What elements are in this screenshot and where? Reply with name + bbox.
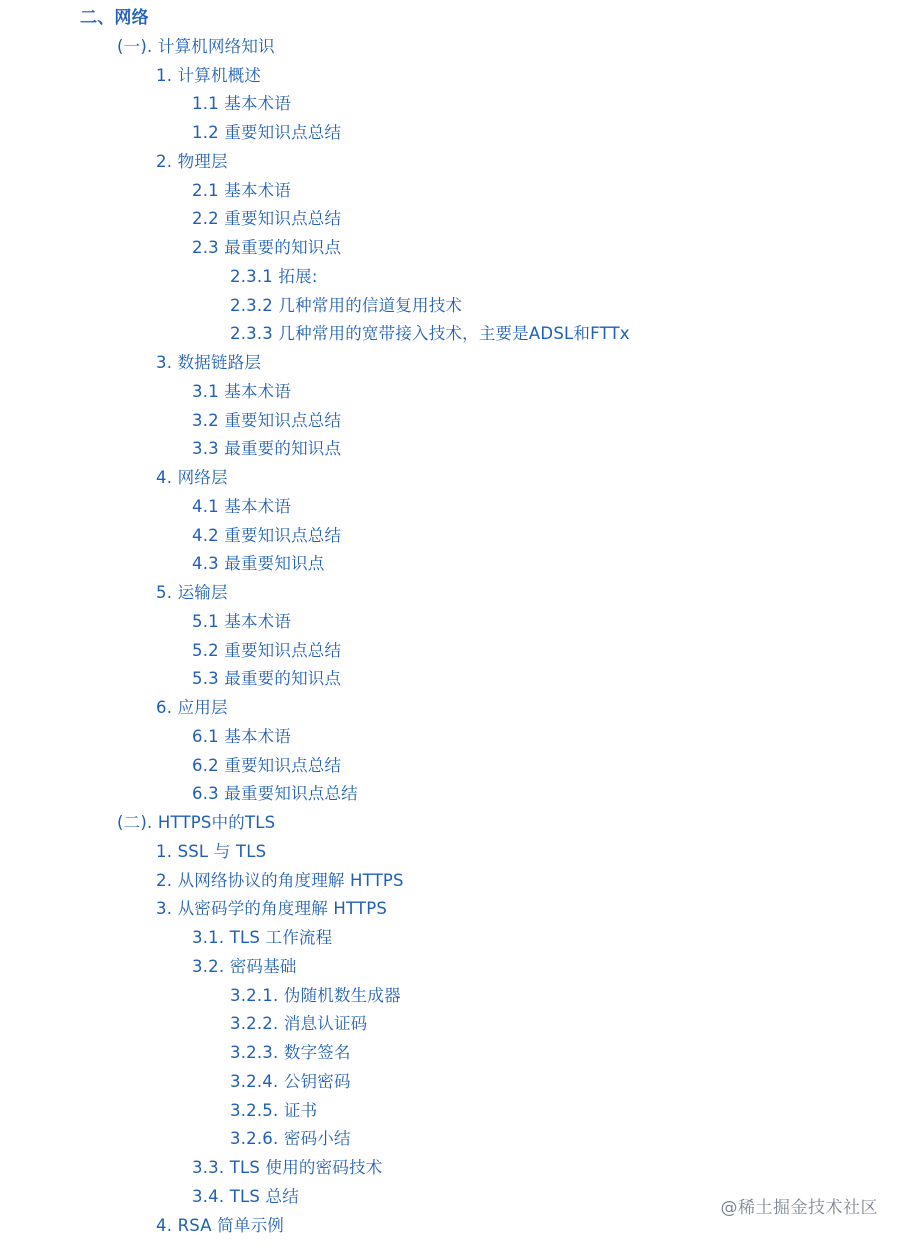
toc-item-level-4 <box>0 263 908 292</box>
toc-link[interactable]: 1. SSL 与 TLS <box>156 841 267 861</box>
toc-item-level-3 <box>0 723 908 752</box>
toc-item-level-2 <box>0 838 908 867</box>
toc-link[interactable]: (二). HTTPS中的TLS <box>117 813 276 832</box>
toc-item-level-2 <box>0 895 908 924</box>
toc-item-level-3 <box>0 1154 908 1183</box>
toc-link[interactable]: 3.2. 密码基础 <box>192 956 297 976</box>
toc-item-level-2 <box>0 464 908 493</box>
table-of-contents <box>0 4 908 1240</box>
toc-item-level-4 <box>0 982 908 1011</box>
toc-item-level-3 <box>0 234 908 263</box>
toc-link[interactable]: 4.2 重要知识点总结 <box>192 525 342 545</box>
toc-link[interactable]: 3.2.1. 伪随机数生成器 <box>230 985 401 1005</box>
toc-link[interactable]: 3. 数据链路层 <box>156 353 262 372</box>
toc-link[interactable]: 2. 物理层 <box>156 151 228 171</box>
toc-link[interactable]: 6. 应用层 <box>156 698 228 717</box>
toc-link[interactable]: 5.3 最重要的知识点 <box>192 669 342 689</box>
toc-link[interactable]: 2.3 最重要的知识点 <box>192 238 342 257</box>
toc-item-level-3 <box>0 90 908 119</box>
toc-item-level-2 <box>0 349 908 378</box>
toc-link[interactable]: 2. 从网络协议的角度理解 HTTPS <box>156 870 404 890</box>
toc-link[interactable]: 4. RSA 简单示例 <box>156 1215 284 1235</box>
toc-link[interactable]: 4.3 最重要知识点 <box>192 554 325 574</box>
toc-item-level-1 <box>0 33 908 62</box>
toc-item-level-3 <box>0 608 908 637</box>
toc-link[interactable]: 4.1 基本术语 <box>192 496 292 516</box>
toc-link[interactable]: 5. 运输层 <box>156 583 228 602</box>
toc-link[interactable]: 3.2.5. 证书 <box>230 1100 318 1120</box>
toc-link[interactable]: 6.3 最重要知识点总结 <box>192 784 358 804</box>
toc-item-level-3 <box>0 550 908 579</box>
toc-item-level-3 <box>0 378 908 407</box>
toc-item-level-3 <box>0 780 908 809</box>
toc-item-level-3 <box>0 637 908 666</box>
toc-item-level-3 <box>0 665 908 694</box>
toc-link[interactable]: 3.1 基本术语 <box>192 381 292 401</box>
toc-link[interactable]: 3.3 最重要的知识点 <box>192 439 342 459</box>
toc-item-level-1 <box>0 809 908 838</box>
toc-section-heading <box>0 4 908 33</box>
toc-link[interactable]: 3.2 重要知识点总结 <box>192 410 342 430</box>
toc-link[interactable]: 1.2 重要知识点总结 <box>192 123 342 142</box>
toc-link[interactable]: 1.1 基本术语 <box>192 94 292 114</box>
watermark: @稀土掘金技术社区 <box>720 1198 878 1218</box>
toc-link[interactable]: 2.3.2 几种常用的信道复用技术 <box>230 295 463 315</box>
toc-item-level-4 <box>0 292 908 321</box>
toc-item-level-3 <box>0 435 908 464</box>
toc-item-level-3 <box>0 205 908 234</box>
toc-link[interactable]: 3.1. TLS 工作流程 <box>192 928 333 947</box>
toc-item-level-4 <box>0 1010 908 1039</box>
toc-list <box>0 4 908 1240</box>
toc-link[interactable]: 2.2 重要知识点总结 <box>192 209 342 229</box>
toc-item-level-4 <box>0 1125 908 1154</box>
toc-item-level-3 <box>0 493 908 522</box>
toc-link[interactable]: 6.2 重要知识点总结 <box>192 755 342 775</box>
toc-item-level-4 <box>0 1039 908 1068</box>
toc-item-level-2 <box>0 579 908 608</box>
toc-item-level-2 <box>0 62 908 91</box>
toc-item-level-2 <box>0 867 908 896</box>
toc-link[interactable]: 5.1 基本术语 <box>192 611 292 631</box>
toc-link[interactable]: 2.3.3 几种常用的宽带接入技术，主要是ADSL和FTTx <box>230 324 630 344</box>
toc-link[interactable]: (一). 计算机网络知识 <box>117 36 275 56</box>
toc-link[interactable]: 二、网络 <box>80 8 149 28</box>
toc-link[interactable]: 6.1 基本术语 <box>192 726 292 746</box>
toc-link[interactable]: 3. 从密码学的角度理解 HTTPS <box>156 899 388 919</box>
toc-link[interactable]: 3.2.3. 数字签名 <box>230 1043 351 1062</box>
toc-item-level-4 <box>0 1097 908 1126</box>
toc-item-level-4 <box>0 320 908 349</box>
toc-item-level-3 <box>0 953 908 982</box>
toc-item-level-3 <box>0 177 908 206</box>
toc-item-level-3 <box>0 752 908 781</box>
toc-link[interactable]: 3.4. TLS 总结 <box>192 1186 299 1206</box>
toc-link[interactable]: 3.2.6. 密码小结 <box>230 1129 351 1149</box>
toc-link[interactable]: 2.1 基本术语 <box>192 180 292 200</box>
toc-item-level-4 <box>0 1068 908 1097</box>
toc-link[interactable]: 5.2 重要知识点总结 <box>192 640 342 660</box>
toc-item-level-3 <box>0 119 908 148</box>
toc-item-level-3 <box>0 407 908 436</box>
toc-link[interactable]: 3.3. TLS 使用的密码技术 <box>192 1158 383 1177</box>
toc-item-level-2 <box>0 148 908 177</box>
toc-item-level-2 <box>0 694 908 723</box>
toc-link[interactable]: 3.2.2. 消息认证码 <box>230 1014 368 1034</box>
toc-link[interactable]: 2.3.1 拓展: <box>230 266 318 286</box>
toc-link[interactable]: 1. 计算机概述 <box>156 65 262 85</box>
toc-item-level-3 <box>0 924 908 953</box>
toc-item-level-3 <box>0 522 908 551</box>
toc-link[interactable]: 3.2.4. 公钥密码 <box>230 1071 351 1091</box>
toc-link[interactable]: 4. 网络层 <box>156 468 228 487</box>
